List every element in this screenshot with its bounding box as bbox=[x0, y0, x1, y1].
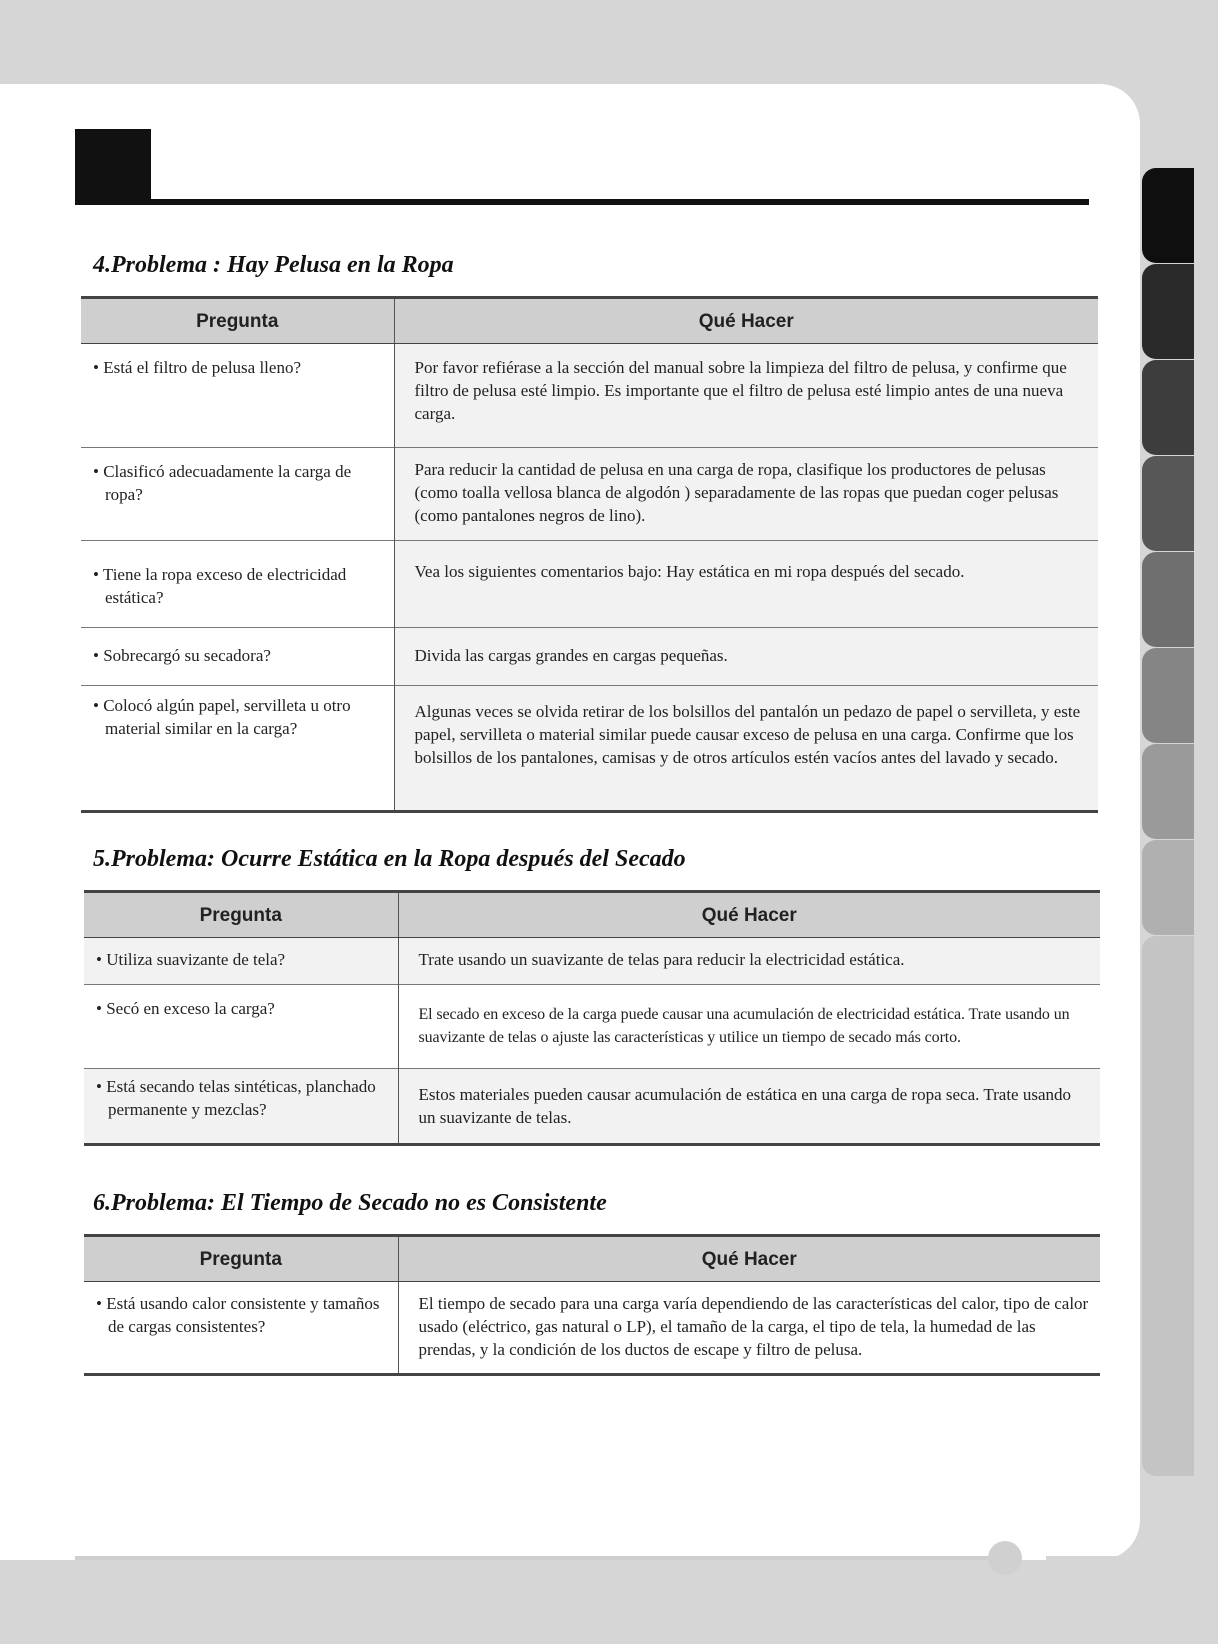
question-cell: • Sobrecargó su secadora? bbox=[93, 644, 384, 667]
question-cell: • Clasificó adecuadamente la carga de ropa? bbox=[93, 460, 384, 506]
chapter-tab[interactable] bbox=[1142, 456, 1194, 551]
section-title: 4.Problema : Hay Pelusa en la Ropa bbox=[93, 252, 454, 278]
column-header-action: Qué Hacer bbox=[398, 1236, 1100, 1282]
header-rule bbox=[75, 199, 1089, 205]
column-header-question: Pregunta bbox=[84, 892, 398, 938]
table-row bbox=[81, 541, 1098, 628]
action-cell: Trate usando un suavizante de telas para reducir la electricidad estática. bbox=[398, 938, 1100, 985]
table-row bbox=[81, 686, 1098, 812]
table-row bbox=[84, 1069, 1100, 1145]
page-corner-block bbox=[1046, 1556, 1218, 1644]
footer-rule bbox=[75, 1556, 995, 1560]
chapter-tab[interactable] bbox=[1142, 744, 1194, 839]
table-row bbox=[84, 938, 1100, 985]
chapter-tab[interactable] bbox=[1142, 648, 1194, 743]
action-cell: Vea los siguientes comentarios bajo: Hay estática en mi ropa después del secado. bbox=[394, 541, 1098, 628]
table-row bbox=[81, 344, 1098, 448]
question-cell: • Colocó algún papel, servilleta u otro material similar en la carga? bbox=[93, 694, 384, 740]
chapter-tab[interactable] bbox=[1142, 840, 1194, 935]
table-row bbox=[84, 985, 1100, 1069]
chapter-tab[interactable] bbox=[1142, 936, 1194, 1476]
column-header-action: Qué Hacer bbox=[398, 892, 1100, 938]
question-cell: • Tiene la ropa exceso de electricidad estática? bbox=[93, 563, 384, 609]
chapter-tab[interactable] bbox=[1142, 360, 1194, 455]
table-row bbox=[81, 628, 1098, 686]
table-row bbox=[84, 1282, 1100, 1375]
action-cell: Divida las cargas grandes en cargas pequeñas. bbox=[394, 628, 1098, 686]
section-title: 6.Problema: El Tiempo de Secado no es Consistente bbox=[93, 1190, 607, 1216]
column-header-action: Qué Hacer bbox=[394, 298, 1098, 344]
question-cell: • Está usando calor consistente y tamaños de cargas consistentes? bbox=[96, 1292, 388, 1338]
troubleshooting-table bbox=[81, 296, 1098, 813]
table-row bbox=[81, 448, 1098, 541]
action-cell: Por favor refiérase a la sección del manual sobre la limpieza del filtro de pelusa, y confirme que filtro de pelusa esté limpio. Es importante que el filtro de pelusa esté limpio antes de una nueva carga. bbox=[394, 344, 1098, 448]
page-number-marker bbox=[988, 1541, 1022, 1575]
action-cell: El secado en exceso de la carga puede causar una acumulación de electricidad estática. Trate usando un suavizante de telas o ajuste las características y utilice un tiempo de secado más corto. bbox=[398, 985, 1100, 1069]
column-header-question: Pregunta bbox=[84, 1236, 398, 1282]
action-cell: Algunas veces se olvida retirar de los bolsillos del pantalón un pedazo de papel o servilleta, y este papel, servilleta o material similar puede causar exceso de pelusa en una carga. Confirme que los bolsillos de los pantalones, camisas y de otros artículos estén vacíos antes del lavado y secado. bbox=[394, 686, 1098, 812]
action-cell: Estos materiales pueden causar acumulación de estática en una carga de ropa seca. Trate usando un suavizante de telas. bbox=[398, 1069, 1100, 1145]
troubleshooting-table bbox=[84, 890, 1100, 1146]
action-cell: Para reducir la cantidad de pelusa en una carga de ropa, clasifique los productores de pelusas (como toalla vellosa blanca de algodón ) separadamente de las ropas que puedan coger pelusas (como pantalones negros de lino). bbox=[394, 448, 1098, 541]
section-title: 5.Problema: Ocurre Estática en la Ropa después del Secado bbox=[93, 846, 686, 872]
troubleshooting-table bbox=[84, 1234, 1100, 1376]
header-block bbox=[75, 129, 151, 204]
question-cell: • Está el filtro de pelusa lleno? bbox=[93, 356, 384, 379]
column-header-question: Pregunta bbox=[81, 298, 394, 344]
action-cell: El tiempo de secado para una carga varía dependiendo de las características del calor, tipo de calor usado (eléctrico, gas natural o LP), el tamaño de la carga, el tipo de tela, la humedad de las prendas, y la condición de los ductos de escape y filtro de pelusa. bbox=[398, 1282, 1100, 1375]
chapter-tab[interactable] bbox=[1142, 168, 1194, 263]
chapter-tab[interactable] bbox=[1142, 264, 1194, 359]
question-cell: • Está secando telas sintéticas, planchado permanente y mezclas? bbox=[96, 1075, 388, 1121]
chapter-tab[interactable] bbox=[1142, 552, 1194, 647]
question-cell: • Secó en exceso la carga? bbox=[96, 997, 388, 1020]
question-cell: • Utiliza suavizante de tela? bbox=[96, 948, 388, 971]
